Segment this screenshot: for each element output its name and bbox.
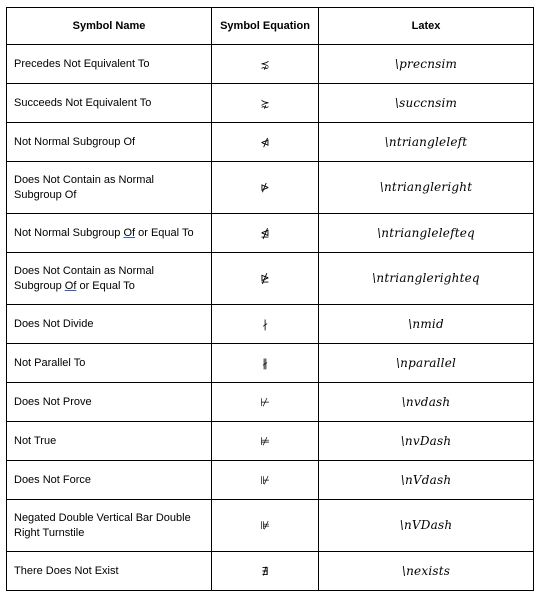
symbol-name-cell: Does Not Contain as Normal Subgroup Of (7, 162, 212, 214)
symbol-name-text: Not Normal Subgroup (14, 226, 124, 239)
symbol-equation-cell: ⋨ (212, 45, 319, 84)
latex-cell: \nVDash (319, 500, 534, 552)
symbol-equation-cell: ⋫ (212, 162, 319, 214)
symbol-name-cell: Does Not Force (7, 461, 212, 500)
spellcheck-flagged-word: Of (64, 279, 77, 292)
symbol-name-cell (7, 214, 212, 253)
symbol-equation-cell: ⋪ (212, 123, 319, 162)
symbol-equation-cell: ∄ (212, 552, 319, 591)
symbol-name-cell: Not Parallel To (7, 344, 212, 383)
table-row (7, 84, 534, 123)
symbol-name-cell: Negated Double Vertical Bar Double Right Turnstile (7, 500, 212, 552)
symbol-name-cell: Not Normal Subgroup Of (7, 123, 212, 162)
symbol-name-cell: There Does Not Exist (7, 552, 212, 591)
table-row (7, 45, 534, 84)
table-row (7, 253, 534, 305)
header-symbol-name: Symbol Name (7, 8, 212, 45)
latex-cell: \ntrianglelefteq (319, 214, 534, 253)
latex-cell: \ntriangleright (319, 162, 534, 214)
latex-cell: \nexists (319, 552, 534, 591)
table-row (7, 383, 534, 422)
symbol-table (6, 7, 534, 591)
table-row (7, 344, 534, 383)
latex-cell: \ntriangleleft (319, 123, 534, 162)
table-row (7, 552, 534, 591)
symbol-equation-cell: ⋩ (212, 84, 319, 123)
symbol-name-cell: Does Not Divide (7, 305, 212, 344)
header-row (7, 8, 534, 45)
symbol-name-text: or Equal To (135, 226, 194, 239)
latex-cell: \nparallel (319, 344, 534, 383)
symbol-equation-cell: ⊭ (212, 422, 319, 461)
symbol-name-text: Does Not Contain as Normal Subgroup (14, 264, 155, 292)
table-row (7, 214, 534, 253)
table-row (7, 162, 534, 214)
symbol-equation-cell: ⋭ (212, 253, 319, 305)
symbol-name-cell (7, 253, 212, 305)
latex-cell: \ntrianglerighteq (319, 253, 534, 305)
table-row (7, 123, 534, 162)
symbol-name-text: or Equal To (76, 279, 135, 292)
symbol-table-container (6, 7, 533, 591)
symbol-equation-cell: ⊬ (212, 383, 319, 422)
table-row (7, 461, 534, 500)
table-row (7, 422, 534, 461)
symbol-equation-cell: ⋬ (212, 214, 319, 253)
symbol-equation-cell: ∦ (212, 344, 319, 383)
symbol-name-cell: Does Not Prove (7, 383, 212, 422)
header-latex: Latex (319, 8, 534, 45)
latex-cell: \nVdash (319, 461, 534, 500)
table-row (7, 305, 534, 344)
latex-cell: \succnsim (319, 84, 534, 123)
latex-cell: \nvdash (319, 383, 534, 422)
latex-cell: \nvDash (319, 422, 534, 461)
table-row (7, 500, 534, 552)
spellcheck-flagged-word: Of (123, 226, 136, 239)
header-symbol-equation: Symbol Equation (212, 8, 319, 45)
latex-cell: \precnsim (319, 45, 534, 84)
symbol-name-cell: Not True (7, 422, 212, 461)
symbol-equation-cell: ⊯ (212, 500, 319, 552)
symbol-equation-cell: ∤ (212, 305, 319, 344)
latex-cell: \nmid (319, 305, 534, 344)
symbol-equation-cell: ⊮ (212, 461, 319, 500)
symbol-name-cell: Succeeds Not Equivalent To (7, 84, 212, 123)
symbol-name-cell: Precedes Not Equivalent To (7, 45, 212, 84)
